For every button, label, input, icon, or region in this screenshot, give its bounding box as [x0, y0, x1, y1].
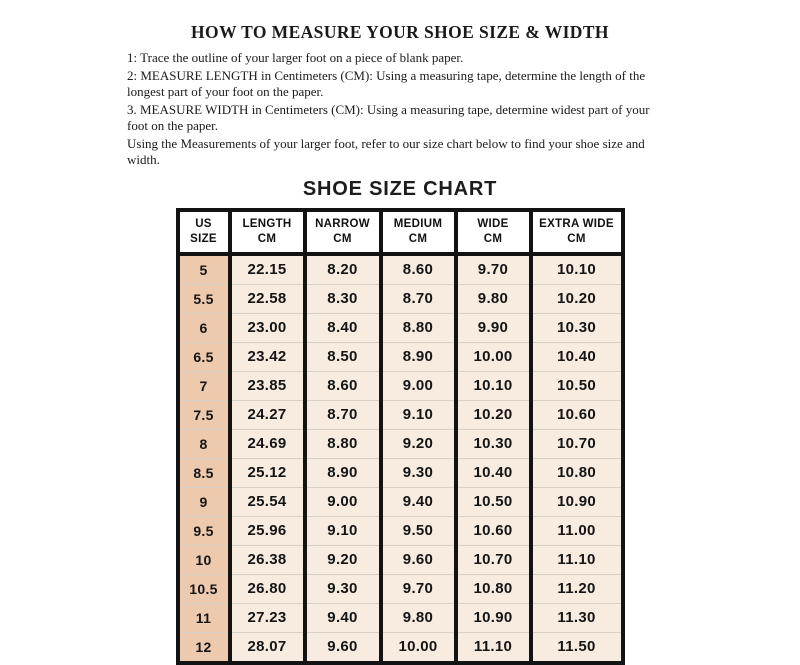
- measurement-cell: 10.20: [531, 284, 623, 313]
- us-size-cell: 10.5: [178, 574, 230, 603]
- measurement-cell: 9.80: [381, 603, 456, 632]
- size-chart-table: [176, 208, 625, 665]
- measurement-cell: 10.70: [531, 429, 623, 458]
- measurement-cell: 11.30: [531, 603, 623, 632]
- measurement-cell: 9.90: [456, 313, 531, 342]
- measurement-cell: 9.20: [305, 545, 381, 574]
- us-size-cell: 7: [178, 371, 230, 400]
- us-size-cell: 12: [178, 632, 230, 663]
- us-size-cell: 10: [178, 545, 230, 574]
- instruction-note: Using the Measurements of your larger foot, refer to our size chart below to find your shoe size and width.: [127, 136, 645, 167]
- us-size-cell: 8: [178, 429, 230, 458]
- measurement-cell: 11.10: [531, 545, 623, 574]
- measurement-cell: 9.40: [381, 487, 456, 516]
- header-medium-cm: [381, 210, 456, 254]
- measurement-cell: 22.15: [230, 254, 305, 285]
- table-row: [178, 429, 623, 458]
- table-row: [178, 371, 623, 400]
- measurement-cell: 9.70: [456, 254, 531, 285]
- table-row: [178, 313, 623, 342]
- measurement-cell: 8.80: [381, 313, 456, 342]
- table-row: [178, 342, 623, 371]
- us-size-cell: 6.5: [178, 342, 230, 371]
- measurement-cell: 27.23: [230, 603, 305, 632]
- header-line: CM: [483, 232, 503, 245]
- measurement-cell: 10.10: [531, 254, 623, 285]
- measurement-cell: 10.10: [456, 371, 531, 400]
- measurement-cell: 8.60: [381, 254, 456, 285]
- us-size-cell: 9.5: [178, 516, 230, 545]
- table-row: [178, 284, 623, 313]
- measurement-cell: 11.50: [531, 632, 623, 663]
- measurement-cell: 8.80: [305, 429, 381, 458]
- header-line: CM: [333, 232, 352, 245]
- us-size-cell: 8.5: [178, 458, 230, 487]
- measurement-cell: 10.60: [456, 516, 531, 545]
- header-narrow-cm: [305, 210, 381, 254]
- header-row: [178, 210, 623, 254]
- measurement-cell: 25.12: [230, 458, 305, 487]
- measurement-cell: 10.90: [531, 487, 623, 516]
- measurement-cell: 8.60: [305, 371, 381, 400]
- measurement-cell: 8.70: [305, 400, 381, 429]
- size-chart-body: [178, 254, 623, 663]
- header-extra-wide-cm: [531, 210, 623, 254]
- header-line: MEDIUM: [393, 218, 443, 230]
- measurement-cell: 8.30: [305, 284, 381, 313]
- measurement-cell: 23.00: [230, 313, 305, 342]
- measurement-cell: 10.50: [456, 487, 531, 516]
- measurement-cell: 10.00: [381, 632, 456, 663]
- header-wide-cm: [456, 210, 531, 254]
- header-line: LENGTH: [242, 218, 292, 230]
- us-size-cell: 11: [178, 603, 230, 632]
- measurement-cell: 8.50: [305, 342, 381, 371]
- measurement-cell: 11.00: [531, 516, 623, 545]
- header-length-cm: [230, 210, 305, 254]
- header-us-size: [178, 210, 230, 254]
- measurement-cell: 10.20: [456, 400, 531, 429]
- measurement-cell: 9.20: [381, 429, 456, 458]
- measurement-cell: 9.00: [305, 487, 381, 516]
- measurement-cell: 9.40: [305, 603, 381, 632]
- header-line: CM: [567, 232, 586, 245]
- measurement-cell: 8.90: [381, 342, 456, 371]
- measurement-cell: 22.58: [230, 284, 305, 313]
- header-line: NARROW: [315, 218, 370, 230]
- us-size-cell: 7.5: [178, 400, 230, 429]
- header-line: WIDE: [477, 218, 509, 230]
- measurement-cell: 8.70: [381, 284, 456, 313]
- measurement-cell: 10.00: [456, 342, 531, 371]
- table-row: [178, 603, 623, 632]
- measurement-cell: 26.80: [230, 574, 305, 603]
- measurement-cell: 10.70: [456, 545, 531, 574]
- table-row: [178, 458, 623, 487]
- page-title: HOW TO MEASURE YOUR SHOE SIZE & WIDTH: [191, 22, 609, 42]
- table-row: [178, 254, 623, 285]
- instructions: [127, 50, 672, 168]
- measurement-cell: 10.80: [531, 458, 623, 487]
- instruction-step-3: 3. MEASURE WIDTH in Centimeters (CM): Using a measuring tape, determine widest part of your foot on the paper.: [127, 102, 650, 133]
- table-row: [178, 516, 623, 545]
- measurement-cell: 9.70: [381, 574, 456, 603]
- measurement-cell: 8.40: [305, 313, 381, 342]
- us-size-cell: 6: [178, 313, 230, 342]
- measurement-cell: 9.50: [381, 516, 456, 545]
- instruction-step-1: 1: Trace the outline of your larger foot on a piece of blank paper.: [127, 50, 464, 65]
- measurement-cell: 9.60: [305, 632, 381, 663]
- measurement-cell: 9.80: [456, 284, 531, 313]
- table-row: [178, 574, 623, 603]
- measurement-cell: 8.20: [305, 254, 381, 285]
- chart-heading: SHOE SIZE CHART: [302, 178, 498, 200]
- us-size-cell: 9: [178, 487, 230, 516]
- header-line: EXTRA WIDE: [539, 218, 614, 230]
- measurement-cell: 9.30: [381, 458, 456, 487]
- measurement-cell: 9.00: [381, 371, 456, 400]
- header-line: CM: [257, 232, 277, 245]
- measurement-cell: 23.42: [230, 342, 305, 371]
- measurement-cell: 10.30: [531, 313, 623, 342]
- instruction-step-2: 2: MEASURE LENGTH in Centimeters (CM): Using a measuring tape, determine the length of the longest part of your foot on the paper.: [127, 68, 646, 99]
- measurement-cell: 9.10: [381, 400, 456, 429]
- measurement-cell: 24.27: [230, 400, 305, 429]
- measurement-cell: 23.85: [230, 371, 305, 400]
- measurement-cell: 10.90: [456, 603, 531, 632]
- table-row: [178, 487, 623, 516]
- size-chart-header: [178, 210, 623, 254]
- measurement-cell: 11.10: [456, 632, 531, 663]
- us-size-cell: 5.5: [178, 284, 230, 313]
- table-row: [178, 400, 623, 429]
- table-row: [178, 545, 623, 574]
- header-line: US: [195, 218, 212, 230]
- measurement-cell: 10.30: [456, 429, 531, 458]
- measurement-cell: 9.30: [305, 574, 381, 603]
- header-line: SIZE: [190, 232, 217, 245]
- measurement-cell: 9.10: [305, 516, 381, 545]
- measurement-cell: 10.40: [456, 458, 531, 487]
- measurement-cell: 10.60: [531, 400, 623, 429]
- header-line: CM: [408, 232, 428, 245]
- measurement-cell: 9.60: [381, 545, 456, 574]
- measurement-cell: 28.07: [230, 632, 305, 663]
- measurement-cell: 10.80: [456, 574, 531, 603]
- measurement-cell: 25.96: [230, 516, 305, 545]
- us-size-cell: 5: [178, 254, 230, 285]
- measurement-cell: 11.20: [531, 574, 623, 603]
- measurement-cell: 10.50: [531, 371, 623, 400]
- measurement-cell: 24.69: [230, 429, 305, 458]
- table-row: [178, 632, 623, 663]
- measurement-cell: 8.90: [305, 458, 381, 487]
- measurement-cell: 26.38: [230, 545, 305, 574]
- measurement-cell: 25.54: [230, 487, 305, 516]
- measurement-cell: 10.40: [531, 342, 623, 371]
